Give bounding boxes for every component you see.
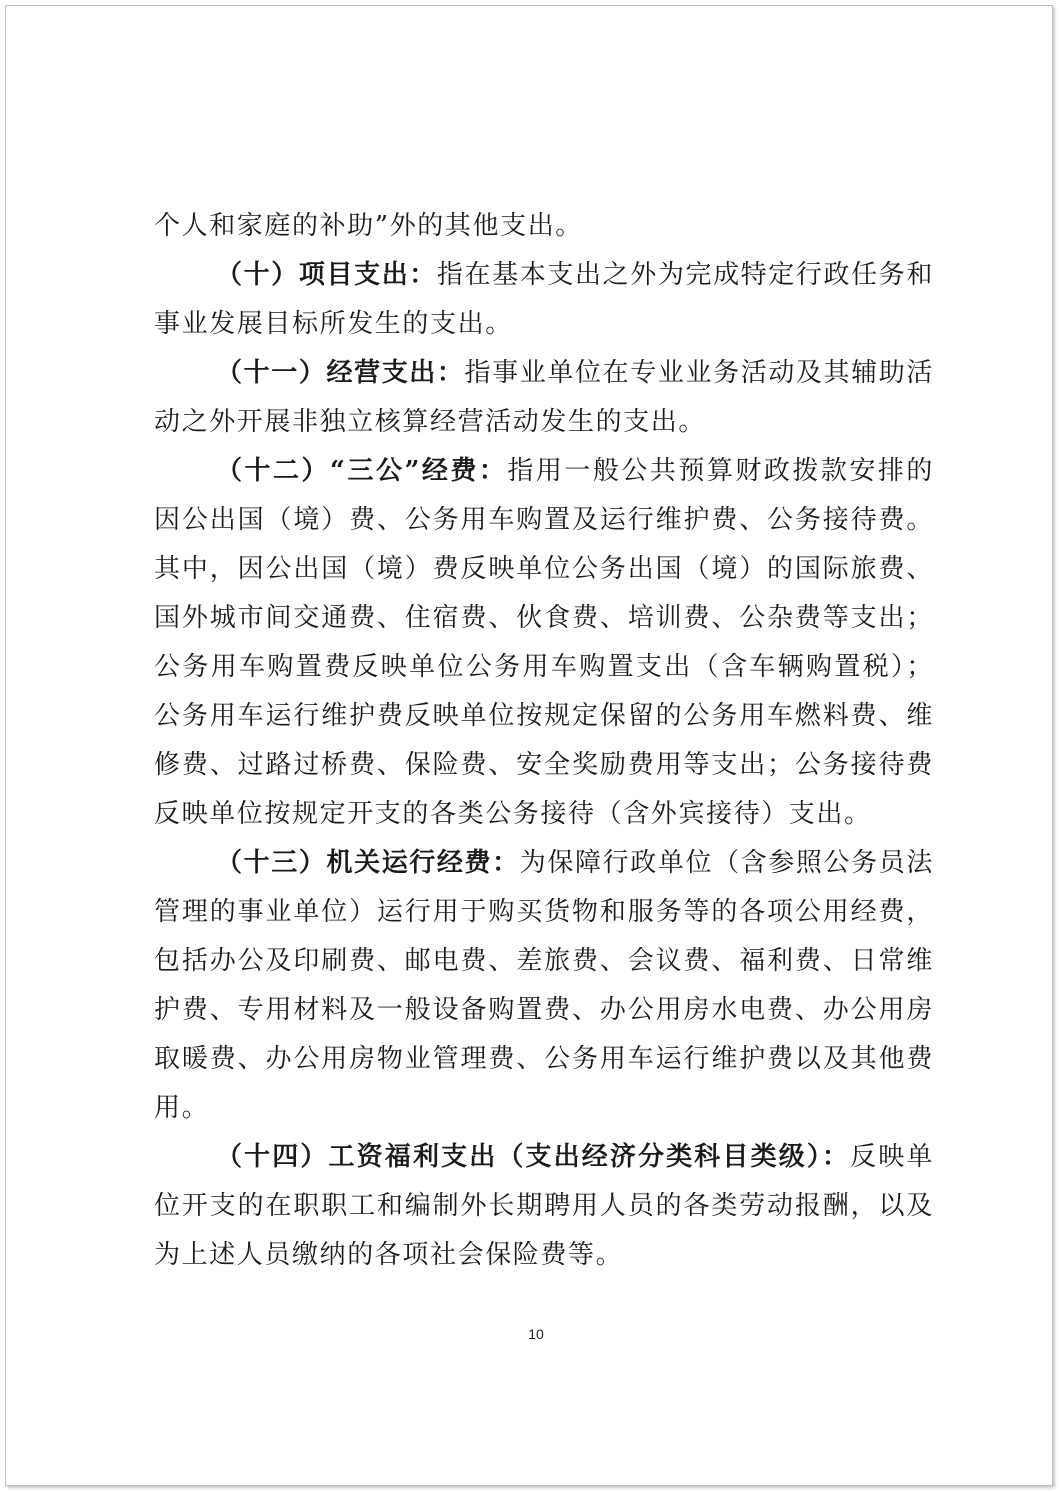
paragraph-term: （十一）经营支出： xyxy=(216,358,465,388)
document-body xyxy=(154,202,934,1280)
paragraph-text: 反映单位开支的在职职工和编制外长期聘用人员的各类劳动报酬，以及为上述人员缴纳的各项社会保险费等。 xyxy=(154,1142,934,1270)
paragraph-text: 指在基本支出之外为完成特定行政任务和事业发展目标所发生的支出。 xyxy=(154,260,934,339)
paragraph-salary-welfare-expenditure xyxy=(154,1133,934,1280)
paragraph-continuation xyxy=(154,202,934,251)
paragraph-agency-operating-expenses xyxy=(154,839,934,1133)
paragraph-term: （十三）机关运行经费： xyxy=(216,848,520,878)
paragraph-term: （十）项目支出： xyxy=(216,260,437,290)
paragraph-text: 个人和家庭的补助”外的其他支出。 xyxy=(154,211,583,241)
document-page xyxy=(5,5,1053,1486)
paragraph-three-public-expenses xyxy=(154,447,934,839)
page-number: 10 xyxy=(528,1326,544,1342)
paragraph-text: 指事业单位在专业业务活动及其辅助活动之外开展非独立核算经营活动发生的支出。 xyxy=(154,358,934,437)
paragraph-term: （十二）“三公”经费： xyxy=(216,456,508,486)
paragraph-operating-expenditure xyxy=(154,349,934,447)
paragraph-text: 指用一般公共预算财政拨款安排的因公出国（境）费、公务用车购置及运行维护费、公务接待费。其中，因公出国（境）费反映单位公务出国（境）的国际旅费、国外城市间交通费、住宿费、伙食费、培训费、公杂费等支出；公务用车购置费反映单位公务用车购置支出（含车辆购置税）；公务用车运行维护费反映单位按规定保留的公务用车燃料费、维修费、过路过桥费、保险费、安全奖励费用等支出；公务接待费反映单位按规定开支的各类公务接待（含外宾接待）支出。 xyxy=(154,456,934,829)
paragraph-term: （十四）工资福利支出（支出经济分类科目类级）： xyxy=(216,1142,851,1172)
paragraph-project-expenditure xyxy=(154,251,934,349)
paragraph-text: 为保障行政单位（含参照公务员法管理的事业单位）运行用于购买货物和服务等的各项公用经费，包括办公及印刷费、邮电费、差旅费、会议费、福利费、日常维护费、专用材料及一般设备购置费、办公用房水电费、办公用房取暖费、办公用房物业管理费、公务用车运行维护费以及其他费用。 xyxy=(154,848,934,1123)
